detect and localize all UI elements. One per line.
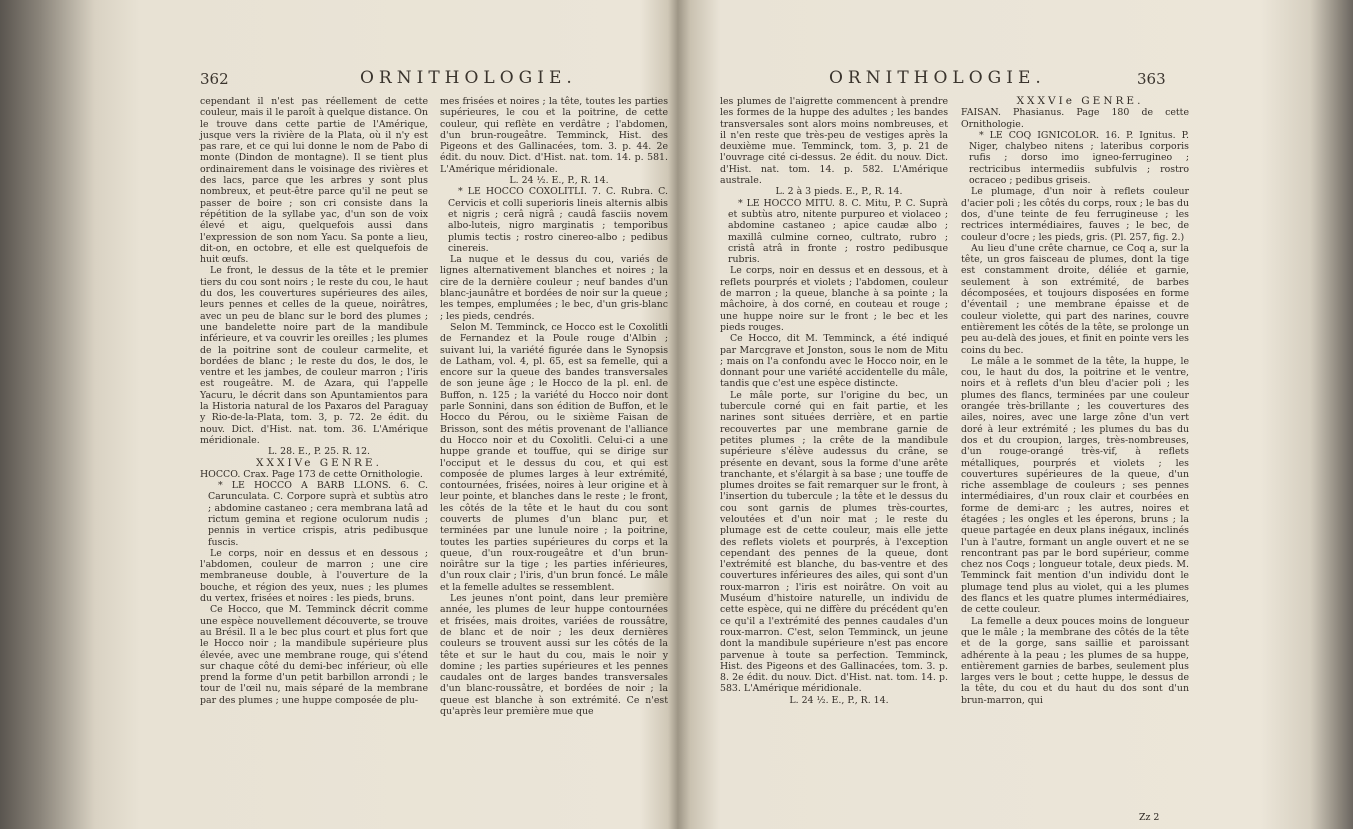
left-column-1 [200, 96, 428, 706]
paragraph: Au lieu d'une crête charnue, ce Coq a, sur la tête, un gros faisceau de plumes, dont la tige est constamment droite, déliée et garnie, seulement à son extrémité, de barbes décomposées, et toujours disposées en forme d'éventail ; une membrane épaisse et de couleur violette, qui part des narines, couvre entièrement les côtés de la tête, se prolonge un peu au-delà des joues, et finit en pointe vers les coins du bec. [961, 242, 1189, 356]
species-heading: * LE HOCCO COXOLITLI. 7. C. Rubra. C. Cervicis et colli superioris lineis alternis albis et nigris ; cerâ nigrâ ; caudâ fasciis novem albo-luteis, nigro marginatis ; temporibus plumis tectis ; rostro cinereo-albo ; pedibus cinereis. [448, 186, 668, 254]
page-number: 363 [1137, 70, 1166, 88]
measurement-line: L. 28. E., P. 25. R. 12. [267, 446, 371, 458]
measurement-line: L. 2 à 3 pieds. E., P., R. 14. [775, 186, 903, 198]
genre-heading: XXXIVe GENRE. [256, 456, 382, 469]
paragraph: Le front, le dessus de la tête et le premier tiers du cou sont noirs ; le reste du cou, le haut du dos, les couvertures supérieures des ailes, leurs pennes et celles de la queue, noirâtres, avec un peu de blanc sur le bord des plumes ; une bandelette noire part de la mandibule inférieure, et va couvrir les oreilles ; les plumes de la poitrine sont de couleur carmelite, et bordées de blanc ; le reste du dos, le dos, le ventre et les jambes, de couleur marron ; l'iris est rougeâtre. M. de Azara, qui l'appelle Yacuru, le décrit dans son Apuntamientos para la Historia natural de los Paxaros del Paraguay y Rio-de-la-Plata, tom. 3, p. 72. 2e édit. du nouv. Dict. d'Hist. nat. tom. 36. L'Amérique méridionale. [200, 265, 428, 446]
paragraph: HOCCO. Crax. Page 173 de cette Ornithologie. [200, 468, 423, 480]
paragraph: Le mâle a le sommet de la tête, la huppe, le cou, le haut du dos, la poitrine et le ventre, noirs et à reflets d'un bleu d'acier poli ; les plumes des flancs, terminées par une couleur orangée très-brillante ; les couvertures des ailes, noires, avec une large zône d'un vert doré à leur extrémité ; les plumes du bas du dos et du croupion, larges, très-nombreuses, d'un rouge-orangé très-vif, à reflets métalliques, pourprés et violets ; les couvertures supérieures de la queue, d'un riche assemblage de couleurs ; ses pennes intermédiaires, d'un roux clair et courbées en forme de demi-arc ; les autres, noires et étagées ; les ongles et les éperons, bruns ; la queue partagée en deux plans inégaux, inclinés l'un à l'autre, formant un angle ouvert et ne se rencontrant pas par le bord supérieur, comme chez nos Coqs ; longueur totale, deux pieds. M. Temminck fait mention d'un individu dont le plumage tend plus au violet, qui a les plumes des flancs et les quatre plumes intermédiaires, de cette couleur. [961, 355, 1189, 616]
signature-mark: Zz 2 [1139, 812, 1160, 823]
paragraph: Ce Hocco, que M. Temminck décrit comme une espèce nouvellement découverte, se trouve au Brésil. Il a le bec plus court et plus fort que le Hocco noir ; la mandibule supérieure plus élevée, avec une membrane rouge, qui s'étend sur chaque côté du demi-bec inférieur, où elle prend la forme d'un petit barbillon arrondi ; le tour de l'œil nu, mais séparé de la membrane par des plumes ; une huppe composée de plu- [200, 604, 428, 706]
paragraph: FAISAN. Phasianus. Page 180 de cette Ornithologie. [961, 107, 1189, 130]
running-head: ORNITHOLOGIE. [829, 68, 1046, 88]
paragraph: Le plumage, d'un noir à reflets couleur d'acier poli ; les côtés du corps, roux ; le bas du dos, d'une teinte de feu ferrugineuse ; les rectrices intermédiaires, fauves ; le bec, de couleur d'ocre ; les pieds, gris. (Pl. 257, fig. 2.) [961, 186, 1189, 243]
right-page [677, 0, 1353, 829]
paragraph: Ce Hocco, dit M. Temminck, a été indiqué par Marcgrave et Jonston, sous le nom de Mitu ; mais on l'a confondu avec le Hocco noir, en le donnant pour une variété accidentelle du mâle, tandis que c'est une espèce distincte. [720, 333, 948, 390]
paragraph: Selon M. Temminck, ce Hocco est le Coxolitli de Fernandez et la Poule rouge d'Albin ; suivant lui, la variété figurée dans le Synopsis de Latham, vol. 4, pl. 65, est sa femelle, qui a encore sur la queue des bandes transversales de son jeune âge ; le Hocco de la pl. enl. de Buffon, n. 125 ; la variété du Hocco noir dont parle Sonnini, dans son édition de Buffon, et le Hocco du Pérou, ou le sixième Faisan de Brisson, sont des métis provenant de l'alliance du Hocco noir et du Coxolitli. Celui-ci a une huppe grande et touffue, qui se dirige sur l'occiput et le dessus du cou, et qui est composée de plumes larges à leur extrémité, contournées, frisées, noires à leur origine et à leur pointe, et blanches dans le reste ; le front, les côtés de la tête et le haut du cou sont couverts de plumes d'un blanc pur, et terminées par une lunule noire ; la poitrine, toutes les parties supérieures du corps et la queue, d'un roux-rougeâtre et d'un brun-noirâtre sur la tige ; les parties inférieures, d'un roux clair ; l'iris, d'un brun foncé. Le mâle et la femelle adultes se ressemblent. [440, 321, 668, 593]
species-heading: * LE HOCCO MITU. 8. C. Mitu, P. C. Suprà et subtùs atro, nitente purpureo et violaceo ; abdomine castaneo ; apice caudæ albo ; maxillâ culmine corneo, cultrato, rubro ; cristâ atrâ in fronte ; rostro pedibusque rubris. [728, 197, 948, 266]
measurement-line: L. 24 ½. E., P., R. 14. [509, 175, 609, 187]
species-heading: * LE COQ IGNICOLOR. 16. P. Ignitus. P. Niger, chalybeo nitens ; lateribus corporis rufis ; dorso imo igneo-ferrugineo ; rectricibus intermediis subfulvis ; rostro ocraceo ; pedibus griseis. [969, 129, 1189, 187]
paragraph: cependant il n'est pas réellement de cette couleur, mais il le paroît à quelque distance. On le trouve dans cette partie de l'Amérique, jusque vers la rivière de la Plata, où il n'y est pas rare, et ce qui lui donne le nom de Pabo di monte (Dindon de montagne). Il se tient plus ordinairement dans le voisinage des rivières et des lacs, parce que les arbres y sont plus nombreux, et peut-être parce qu'il ne peut se passer de boire ; son cri consiste dans la répétition de la syllabe yac, d'un son de voix élevé et aigu, quelquefois aussi dans l'expression de son nom Yacu. Sa ponte a lieu, dit-on, en octobre, et elle est quelquefois de huit œufs. [200, 96, 428, 266]
running-head: ORNITHOLOGIE. [360, 68, 577, 88]
left-page [0, 0, 676, 829]
paragraph: Le corps, noir en dessus et en dessous, et à reflets pourprés et violets ; l'abdomen, couleur de marron ; la queue, blanche à sa pointe ; la mâchoire, à dos corné, en couteau et rouge ; une huppe noire sur le front ; le bec et les pieds rouges. [720, 265, 948, 333]
paragraph: mes frisées et noires ; la tête, toutes les parties supérieures, le cou et la poitrine, de cette couleur, qui reflète en verdâtre ; l'abdomen, d'un brun-rougeâtre. Temminck, Hist. des Pigeons et des Gallinacées, tom. 3. p. 44. 2e édit. du nouv. Dict. d'Hist. nat. tom. 14. p. 581. L'Amérique méridionale. [440, 96, 668, 175]
paragraph: La femelle a deux pouces moins de longueur que le mâle ; la membrane des côtés de la tête et de la gorge, sans saillie et paroissant adhérente à la peau ; les plumes de sa huppe, entièrement garnies de barbes, seulement plus larges vers le bout ; cette huppe, le dessus de la tête, du cou et du haut du dos sont d'un brun-marron, qui [961, 615, 1189, 706]
page-number: 362 [200, 70, 229, 88]
paragraph: les plumes de l'aigrette commencent à prendre les formes de la huppe des adultes ; les bandes transversales sont alors moins nombreuses, et il n'en reste que très-peu de vestiges après la deuxième mue. Temminck, tom. 3, p. 21 de l'ouvrage cité ci-dessus. 2e édit. du nouv. Dict. d'Hist. nat. tom. 14. p. 582. L'Amérique australe. [720, 96, 948, 187]
paragraph: La nuque et le dessus du cou, variés de lignes alternativement blanches et noires ; la cire de la dernière couleur ; neuf bandes d'un blanc-jaunâtre et bordées de noir sur la queue ; les tempes, emplumées ; le bec, d'un gris-blanc ; les pieds, cendrés. [440, 254, 668, 322]
species-heading: * LE HOCCO A BARB LLONS. 6. C. Carunculata. C. Corpore suprà et subtùs atro ; abdomine castaneo ; cera membrana latâ ad rictum gemina et regione oculorum nudis ; pennis in vertice crispis, atris pedibusque fuscis. [208, 480, 428, 548]
right-column-2 [961, 96, 1189, 706]
left-column-2 [440, 96, 668, 717]
right-column-1 [720, 96, 948, 706]
measurement-line: L. 24 ½. E., P., R. 14. [789, 694, 889, 706]
genre-heading: XXXVIe GENRE. [1016, 95, 1144, 107]
paragraph: Le mâle porte, sur l'origine du bec, un tubercule corné qui en fait partie, et les narines sont situées derrière, et en partie recouvertes par une membrane garnie de petites plumes ; la crête de la mandibule supérieure s'élève audessus du crâne, se présente en devant, sous la forme d'une arête tranchante, et s'élargit à sa base ; une touffe de plumes droites se fait remarquer sur le front, à l'insertion du tubercule ; la tête et le dessus du cou sont garnis de plumes très-courtes, veloutées et d'un noir mat ; le reste du plumage est de cette couleur, mais elle jette des reflets violets et pourprés, à l'exception cependant des pennes de la queue, dont l'extrémité est blanche, du bas-ventre et des couvertures inférieures des ailes, qui sont d'un roux-marron ; l'iris est noirâtre. On voit au Muséum d'histoire naturelle, un individu de cette espèce, qui ne diffère du précédent qu'en ce qu'il a l'extrémité des pennes caudales d'un roux-marron. C'est, selon Temminck, un jeune dont la mandibule supérieure n'est pas encore parvenue à toute sa perfection. Temminck, Hist. des Pigeons et des Gallinacées, tom. 3. p. 8. 2e édit. du nouv. Dict. d'Hist. nat. tom. 14. p. 583. L'Amérique méridionale. [720, 389, 948, 695]
paragraph: Les jeunes n'ont point, dans leur première année, les plumes de leur huppe contournées et frisées, mais droites, variées de roussâtre, de blanc et de noir ; les deux dernières couleurs se trouvent aussi sur les côtés de la tête et sur le haut du cou, mais le noir y domine ; les parties supérieures et les pennes caudales ont de larges bandes transversales d'un blanc-roussâtre, et bordées de noir ; la queue est blanche à son extrémité. Ce n'est qu'après leur première mue que [440, 593, 668, 718]
paragraph: Le corps, noir en dessus et en dessous ; l'abdomen, couleur de marron ; une cire membraneuse double, à l'ouverture de la bouche, et région des yeux, nues ; les plumes du vertex, frisées et noires : les pieds, bruns. [200, 547, 428, 605]
